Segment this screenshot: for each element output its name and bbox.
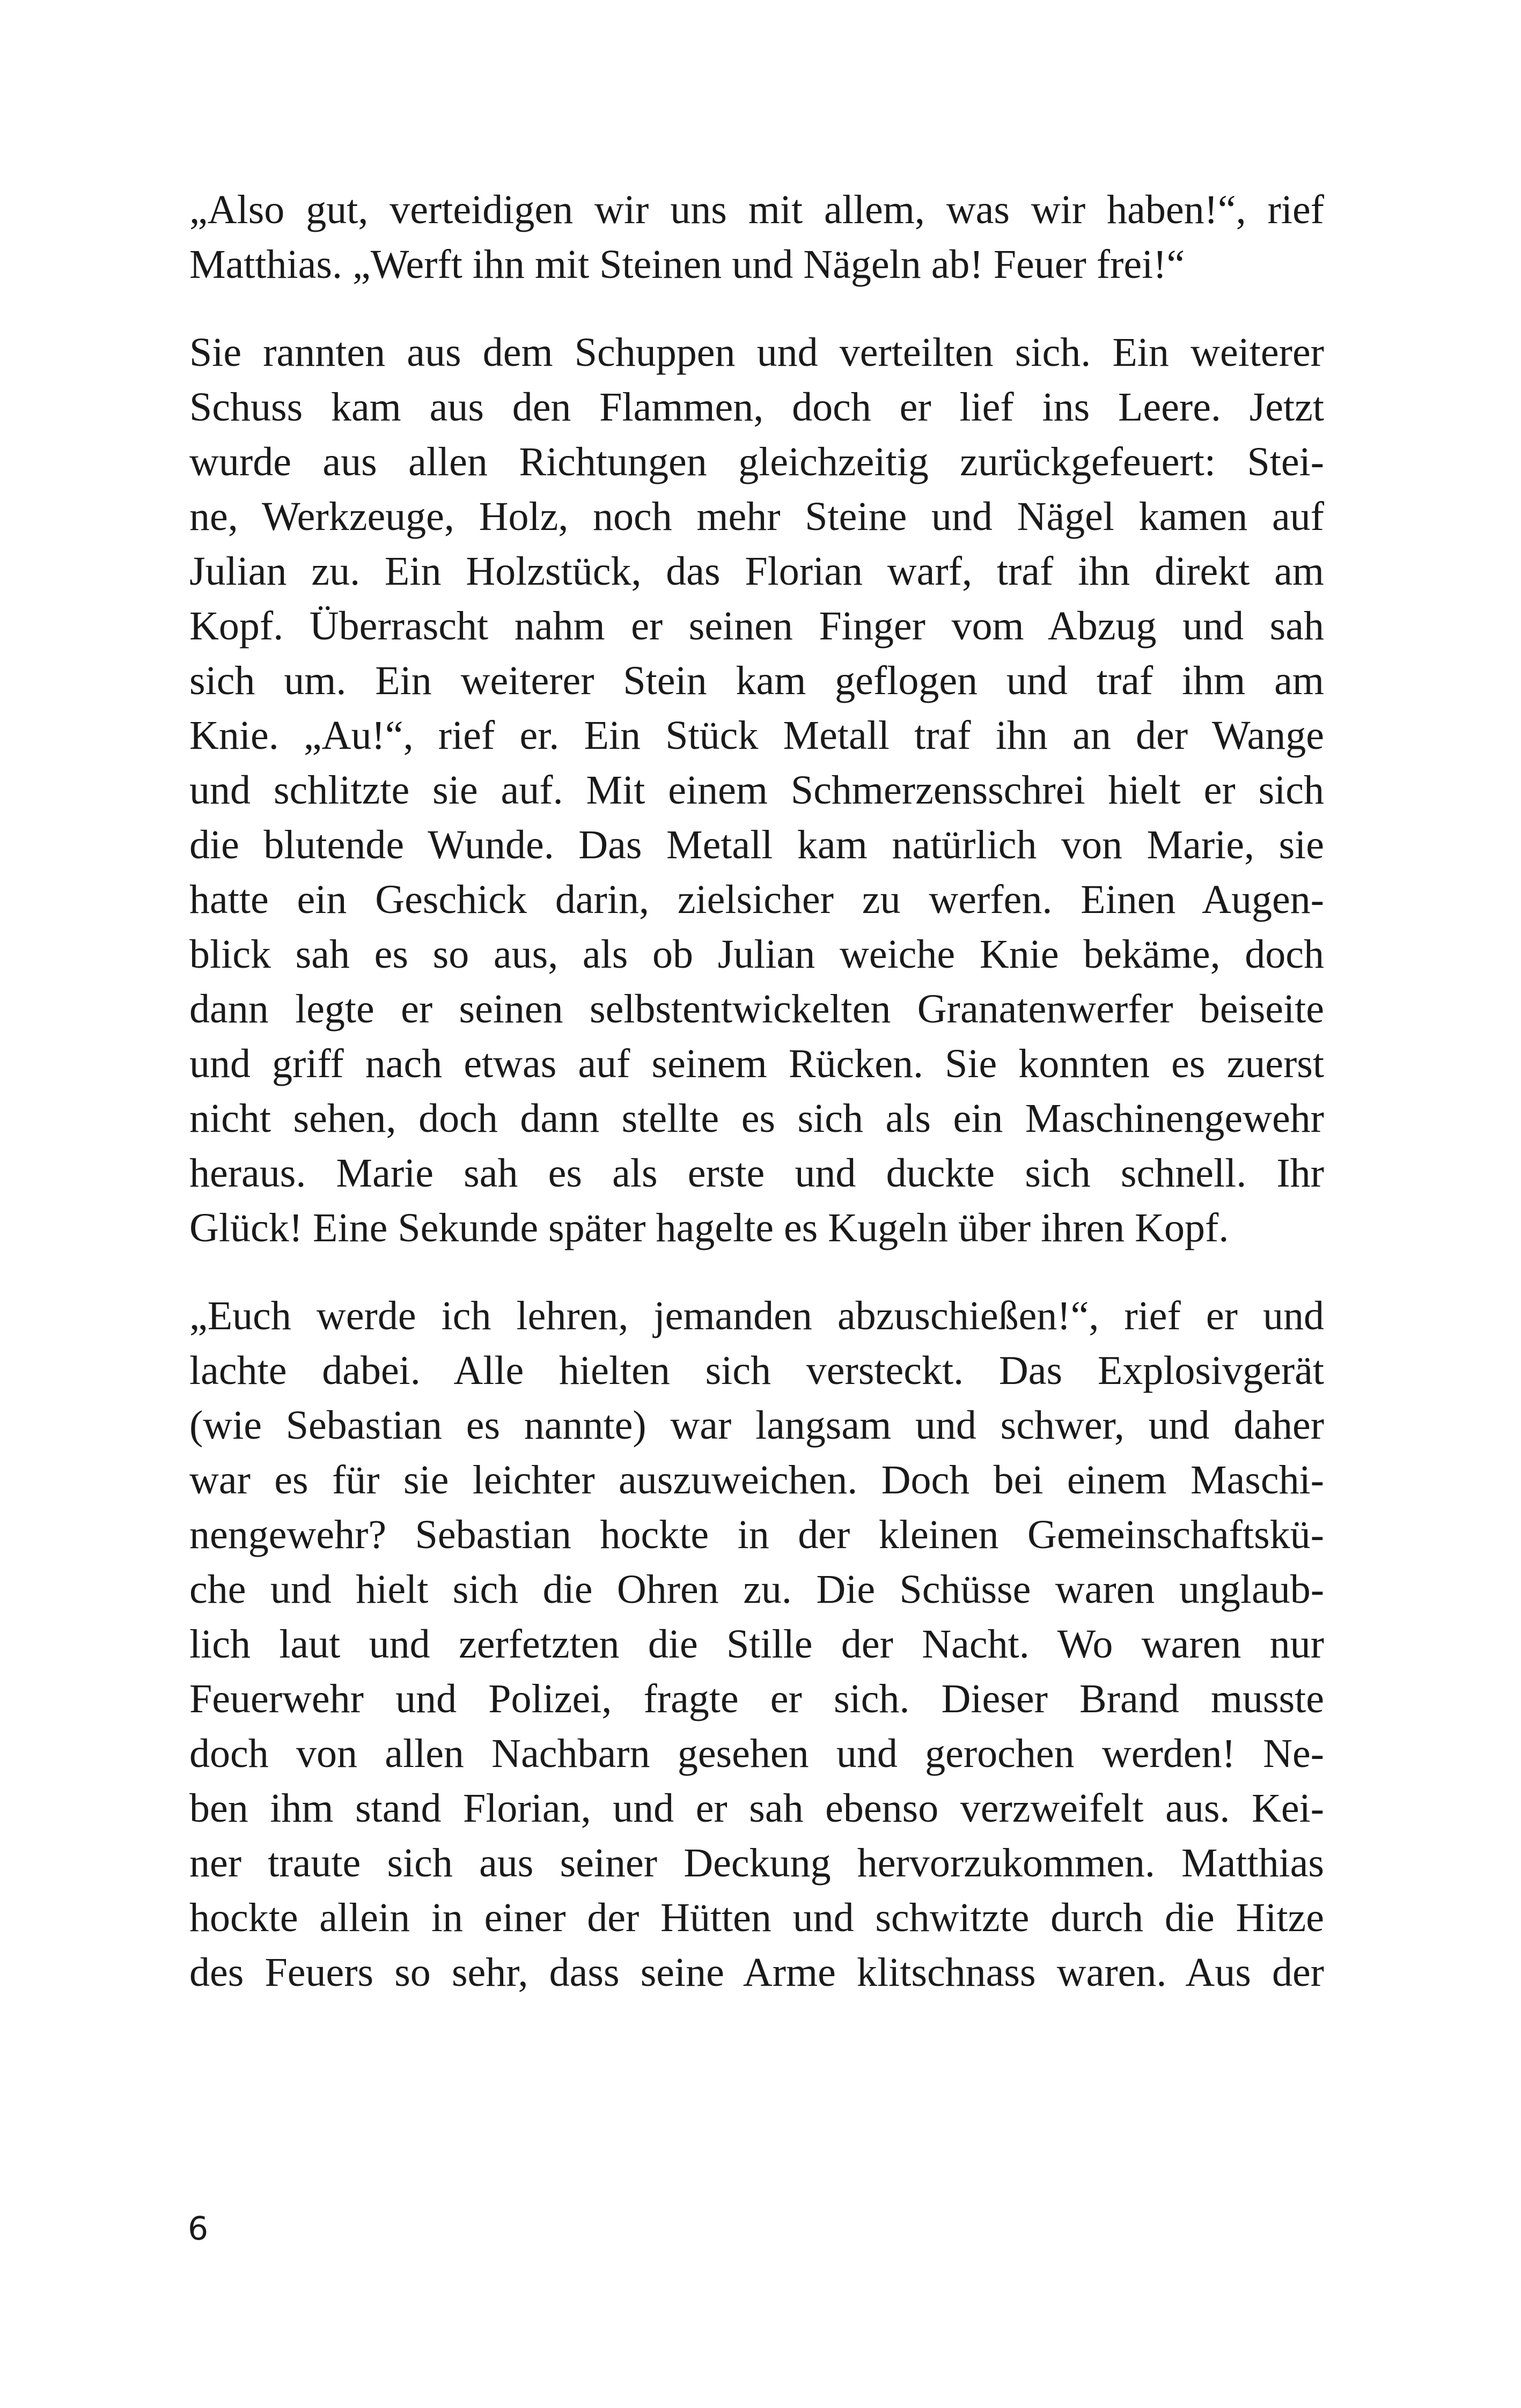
paragraph-2 xyxy=(189,325,1324,1255)
text-line: Matthias. „Werft ihn mit Steinen und Nägeln ab! Feuer frei!“ xyxy=(189,242,1185,287)
text-line: Schuss kam aus den Flammen, doch er lief ins Leere. Jetzt xyxy=(189,385,1324,430)
text-line: dann legte er seinen selbstentwickelten Granatenwerfer beiseite xyxy=(189,986,1324,1032)
text-line: des Feuers so sehr, dass seine Arme klitschnass waren. Aus der xyxy=(189,1950,1324,1995)
text-line: „Euch werde ich lehren, jemanden abzuschießen!“, rief er und xyxy=(189,1293,1324,1338)
text-line: nicht sehen, doch dann stellte es sich als ein Maschinengewehr xyxy=(189,1096,1324,1141)
text-line: nengewehr? Sebastian hockte in der kleinen Gemeinschaftskü- xyxy=(189,1512,1324,1557)
text-line: che und hielt sich die Ohren zu. Die Schüsse waren unglaub- xyxy=(189,1567,1324,1612)
text-line: Sie rannten aus dem Schuppen und verteilten sich. Ein weiterer xyxy=(189,330,1324,375)
paragraph-3 xyxy=(189,1288,1324,2000)
text-line: und schlitzte sie auf. Mit einem Schmerzensschrei hielt er sich xyxy=(189,768,1324,813)
text-line: „Also gut, verteidigen wir uns mit allem, was wir haben!“, rief xyxy=(189,187,1324,232)
text-line: lachte dabei. Alle hielten sich versteckt. Das Explosivgerät xyxy=(189,1348,1324,1393)
text-line: Knie. „Au!“, rief er. Ein Stück Metall traf ihn an der Wange xyxy=(189,713,1324,758)
text-line: Feuerwehr und Polizei, fragte er sich. Dieser Brand musste xyxy=(189,1676,1324,1721)
text-line: Kopf. Überrascht nahm er seinen Finger vom Abzug und sah xyxy=(189,603,1324,649)
text-line: (wie Sebastian es nannte) war langsam und schwer, und daher xyxy=(189,1403,1324,1448)
text-line: Glück! Eine Sekunde später hagelte es Kugeln über ihren Kopf. xyxy=(189,1205,1229,1250)
text-line: doch von allen Nachbarn gesehen und gerochen werden! Ne- xyxy=(189,1731,1324,1776)
text-line: und griff nach etwas auf seinem Rücken. Sie konnten es zuerst xyxy=(189,1041,1324,1086)
text-line: ner traute sich aus seiner Deckung hervorzukommen. Matthias xyxy=(189,1840,1324,1886)
text-line: sich um. Ein weiterer Stein kam geflogen und traf ihm am xyxy=(189,658,1324,703)
text-line: blick sah es so aus, als ob Julian weiche Knie bekäme, doch xyxy=(189,932,1324,977)
page-number: 6 xyxy=(188,2210,209,2248)
text-line: Julian zu. Ein Holzstück, das Florian warf, traf ihn direkt am xyxy=(189,549,1324,594)
text-line: ne, Werkzeuge, Holz, noch mehr Steine und Nägel kamen auf xyxy=(189,494,1324,539)
text-line: hatte ein Geschick darin, zielsicher zu werfen. Einen Augen- xyxy=(189,877,1324,922)
text-line: wurde aus allen Richtungen gleichzeitig zurückgefeuert: Stei- xyxy=(189,439,1324,484)
text-line: hockte allein in einer der Hütten und schwitzte durch die Hitze xyxy=(189,1895,1324,1940)
text-line: war es für sie leichter auszuweichen. Doch bei einem Maschi- xyxy=(189,1457,1324,1503)
body-text xyxy=(189,182,1324,2033)
text-line: heraus. Marie sah es als erste und duckte sich schnell. Ihr xyxy=(189,1151,1324,1196)
text-line: die blutende Wunde. Das Metall kam natürlich von Marie, sie xyxy=(189,822,1324,867)
text-line: lich laut und zerfetzten die Stille der Nacht. Wo waren nur xyxy=(189,1622,1324,1667)
text-line: ben ihm stand Florian, und er sah ebenso verzweifelt aus. Kei- xyxy=(189,1786,1324,1831)
paragraph-1 xyxy=(189,182,1324,292)
